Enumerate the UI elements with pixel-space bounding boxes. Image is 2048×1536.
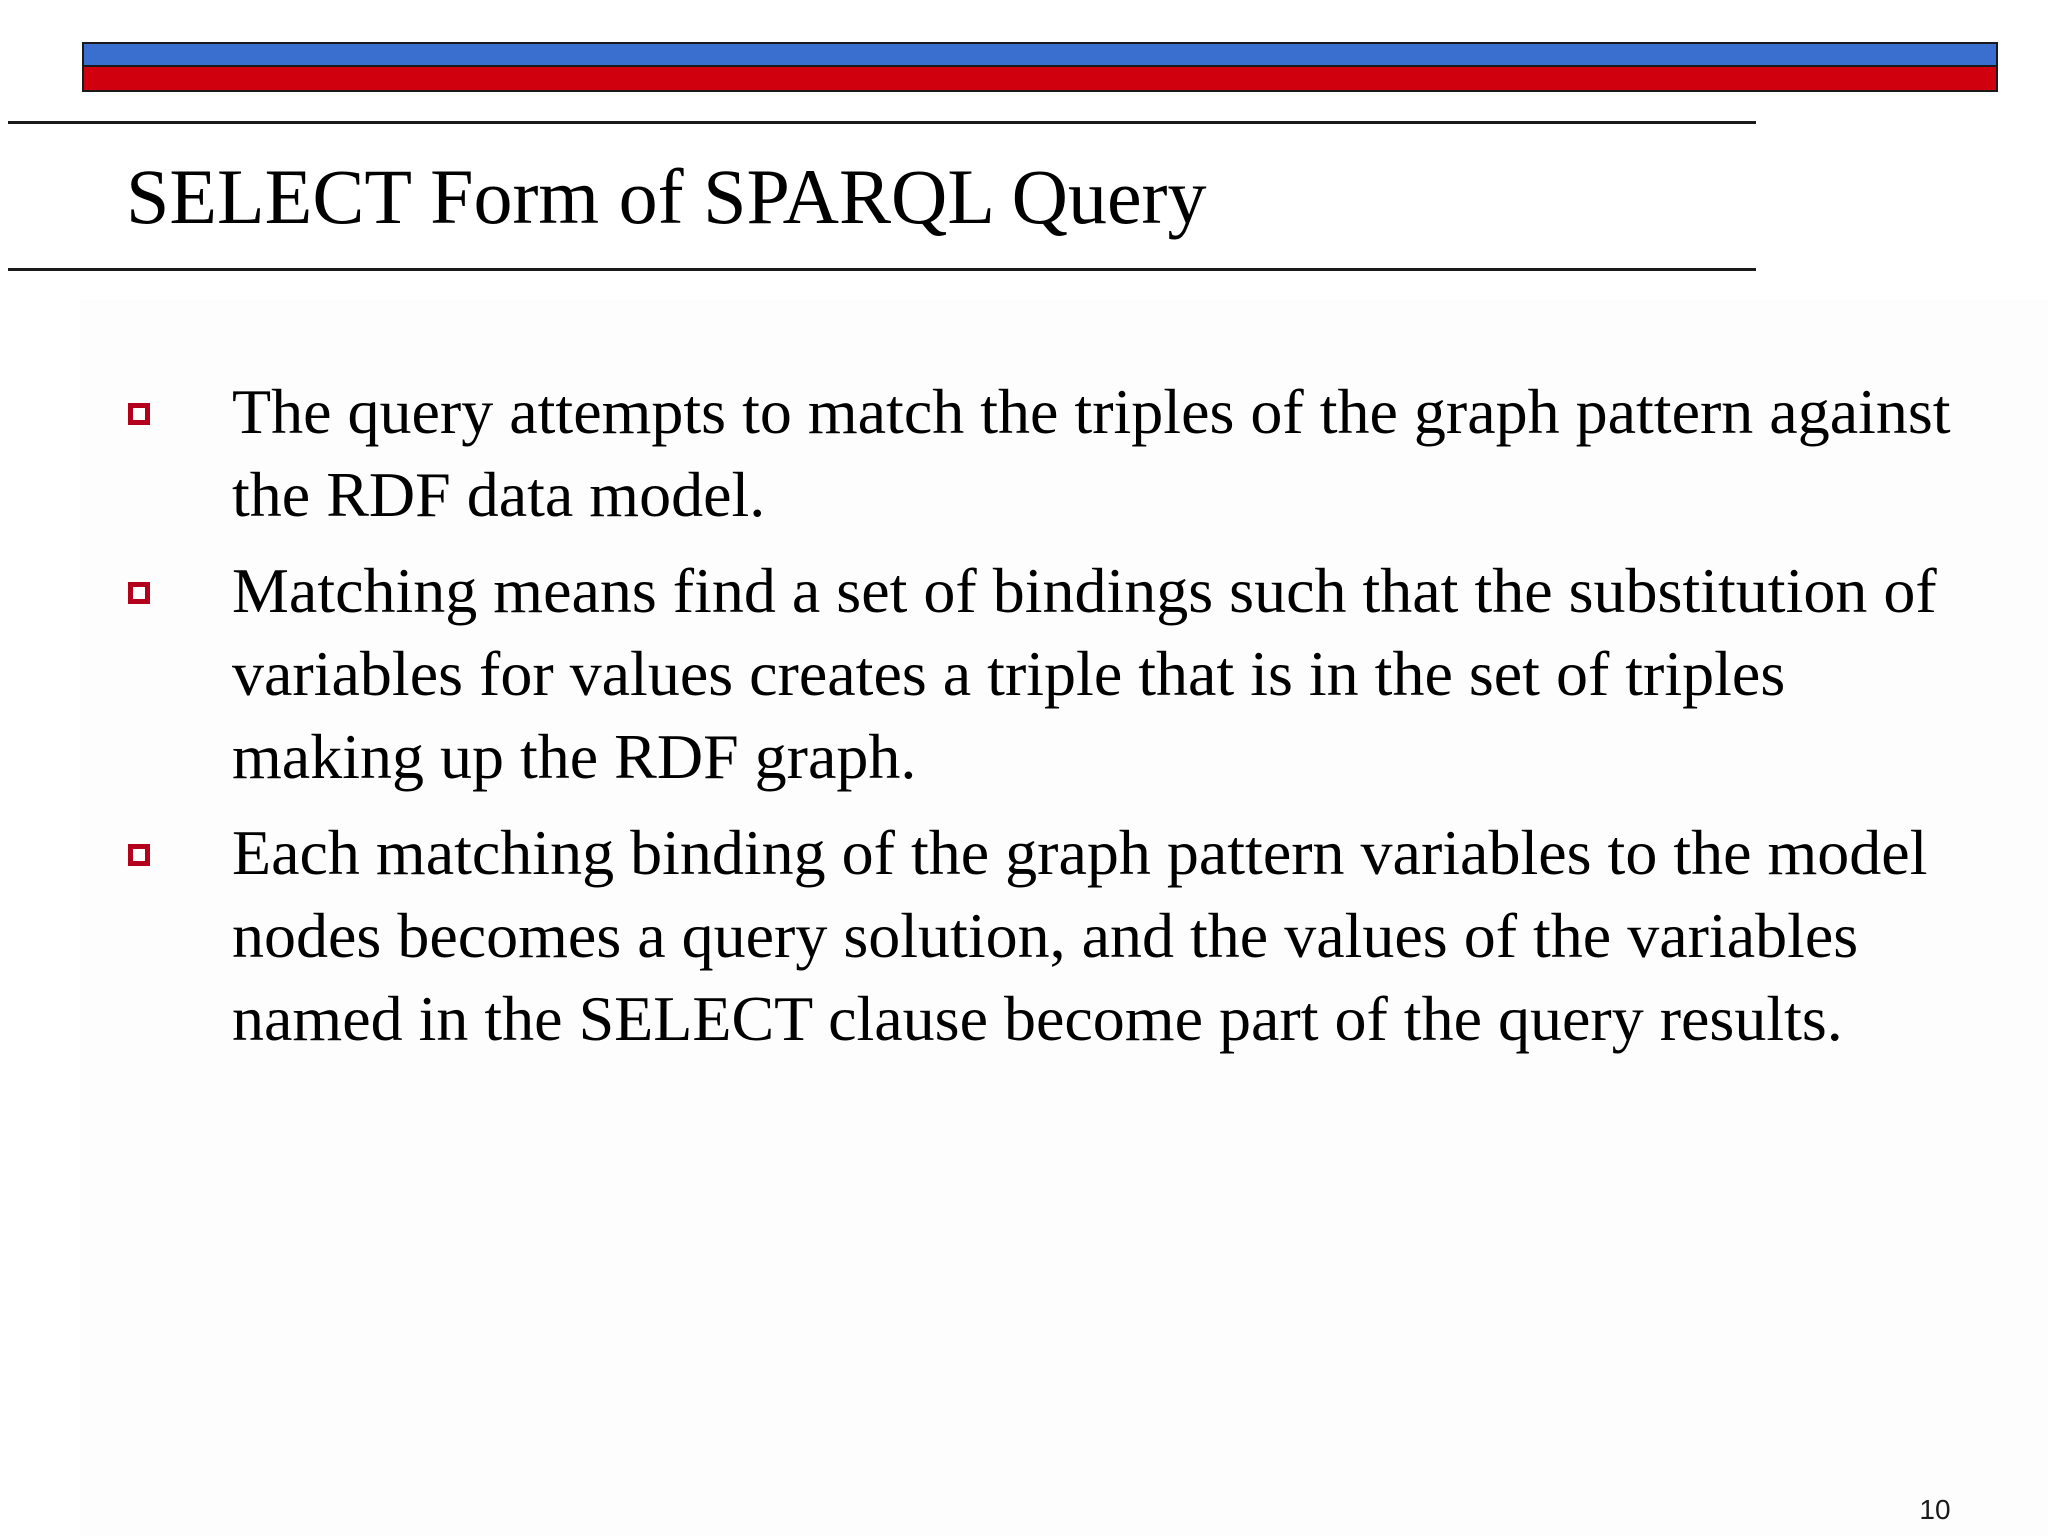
bullet-item (126, 549, 1956, 798)
bullet-text: Matching means find a set of bindings such that the substitution of variables for values creates a triple that is in the set of triples making up the RDF graph. (232, 555, 1937, 792)
header-bar-red (82, 65, 1998, 92)
bullet-text: The query attempts to match the triples of the graph pattern against the RDF data model. (232, 376, 1951, 530)
page-number: 10 (1919, 1494, 1951, 1525)
title-rule-top (8, 121, 1756, 124)
bullet-item (126, 370, 1956, 536)
hollow-square-icon (128, 403, 150, 425)
hollow-square-icon (128, 844, 150, 866)
bullet-text: Each matching binding of the graph pattern variables to the model nodes becomes a query solution, and the values of the variables named in the SELECT clause become part of the query results. (232, 817, 1928, 1054)
header-bar-blue (82, 42, 1998, 65)
title-rule-bottom (8, 268, 1756, 271)
bullet-item (126, 811, 1956, 1060)
bullet-list (126, 370, 1956, 1073)
slide-title: SELECT Form of SPARQL Query (126, 153, 1207, 240)
hollow-square-icon (128, 582, 150, 604)
